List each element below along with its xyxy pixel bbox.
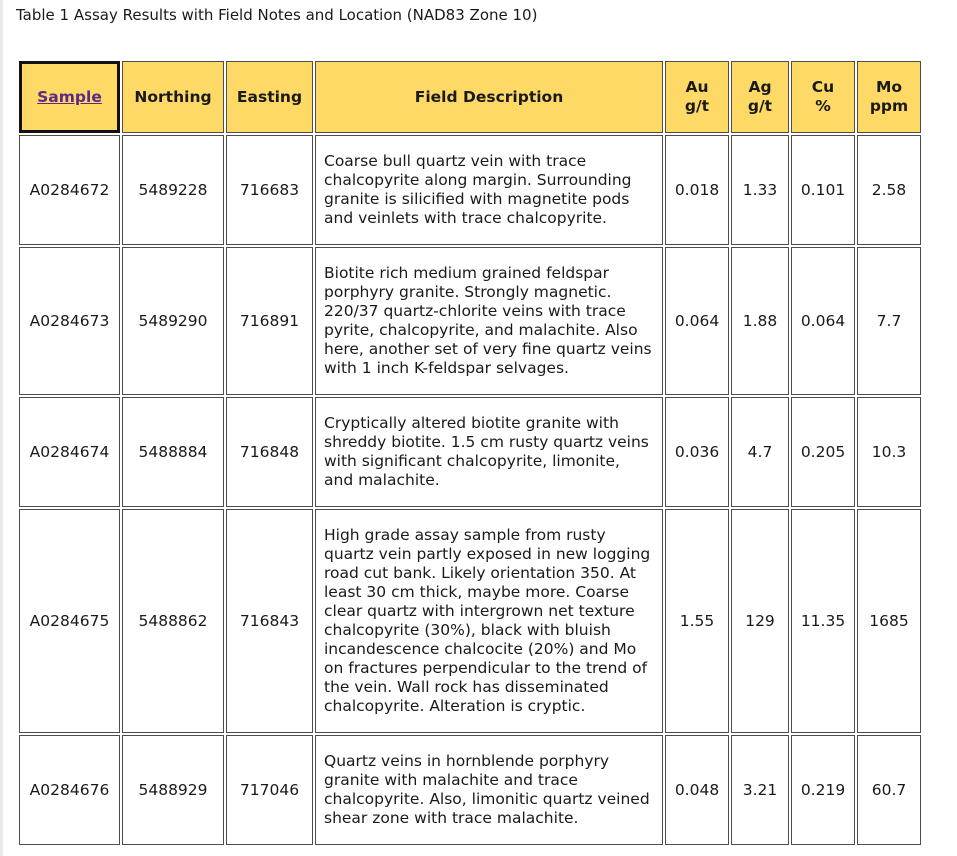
easting-cell: 716891 [226,247,313,395]
ag-value-cell: 1.33 [731,135,789,245]
cu-unit-label: % [815,97,831,115]
northing-cell: 5488929 [122,735,224,845]
field-description-cell: High grade assay sample from rusty quartz vein partly exposed in new logging road cut bank. Likely orientation 350. At least 30 cm thick, maybe more. Coarse clear quartz with intergrown net texture chalcopyrite (30%), black with bluish incandescence chalcocite (20%) and Mo on fractures perpendicular to the trend of the vein. Wall rock has disseminated chalcopyrite. Alteration is cryptic. [315,509,663,733]
sort-by-sample-link[interactable]: Sample [37,87,102,106]
easting-cell: 716848 [226,397,313,507]
sample-id-cell: A0284675 [19,509,120,733]
table-row [19,509,921,733]
column-header-easting: Easting [226,61,313,133]
column-header-mo [857,61,921,133]
column-header-northing: Northing [122,61,224,133]
northing-cell: 5489228 [122,135,224,245]
ag-value-cell: 1.88 [731,247,789,395]
table-caption: Table 1 Assay Results with Field Notes and Location (NAD83 Zone 10) [16,6,538,24]
easting-cell: 716843 [226,509,313,733]
au-value-cell: 0.018 [665,135,729,245]
mo-element-label: Mo [875,78,903,96]
cu-value-cell: 0.064 [791,247,855,395]
field-description-cell: Cryptically altered biotite granite with shreddy biotite. 1.5 cm rusty quartz veins with significant chalcopyrite, limonite, and malachite. [315,397,663,507]
assay-results-table [17,59,923,847]
ag-unit-label: g/t [747,97,773,115]
ag-value-cell: 129 [731,509,789,733]
field-description-cell: Biotite rich medium grained feldspar porphyry granite. Strongly magnetic. 220/37 quartz-chlorite veins with trace pyrite, chalcopyrite, and malachite. Also here, another set of very fine quartz veins with 1 inch K-feldspar selvages. [315,247,663,395]
mo-value-cell: 1685 [857,509,921,733]
mo-value-cell: 10.3 [857,397,921,507]
table-row [19,735,921,845]
sample-id-cell: A0284672 [19,135,120,245]
column-header-au [665,61,729,133]
table-row [19,247,921,395]
mo-value-cell: 2.58 [857,135,921,245]
column-header-description: Field Description [315,61,663,133]
ag-value-cell: 3.21 [731,735,789,845]
mo-value-cell: 7.7 [857,247,921,395]
ag-value-cell: 4.7 [731,397,789,507]
northing-cell: 5488862 [122,509,224,733]
header-row [19,61,921,133]
table-row [19,135,921,245]
cu-value-cell: 0.205 [791,397,855,507]
column-header-cu [791,61,855,133]
sample-id-cell: A0284674 [19,397,120,507]
cu-value-cell: 0.219 [791,735,855,845]
au-value-cell: 0.036 [665,397,729,507]
column-header-ag [731,61,789,133]
field-description-cell: Quartz veins in hornblende porphyry granite with malachite and trace chalcopyrite. Also, limonitic quartz veined shear zone with trace malachite. [315,735,663,845]
au-value-cell: 0.048 [665,735,729,845]
au-unit-label: g/t [684,97,710,115]
sample-id-cell: A0284673 [19,247,120,395]
northing-cell: 5489290 [122,247,224,395]
mo-value-cell: 60.7 [857,735,921,845]
easting-cell: 716683 [226,135,313,245]
cu-value-cell: 11.35 [791,509,855,733]
sample-id-cell: A0284676 [19,735,120,845]
easting-cell: 717046 [226,735,313,845]
cu-element-label: Cu [811,78,835,96]
au-value-cell: 1.55 [665,509,729,733]
au-value-cell: 0.064 [665,247,729,395]
cu-value-cell: 0.101 [791,135,855,245]
mo-unit-label: ppm [869,97,909,115]
northing-cell: 5488884 [122,397,224,507]
table-row [19,397,921,507]
field-description-cell: Coarse bull quartz vein with trace chalcopyrite along margin. Surrounding granite is silicified with magnetite pods and veinlets with trace chalcopyrite. [315,135,663,245]
au-element-label: Au [685,78,709,96]
column-header-sample[interactable] [19,61,120,133]
ag-element-label: Ag [748,78,772,96]
